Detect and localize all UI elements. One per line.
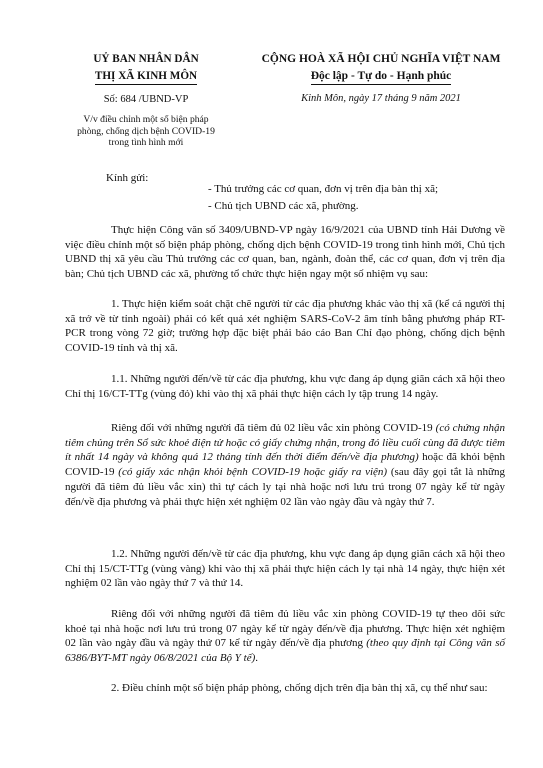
subject-line: trong tình hình mới xyxy=(108,137,184,148)
subject-line: V/v điều chỉnh một số biện pháp xyxy=(83,114,209,125)
nation-name: CỘNG HOÀ XÃ HỘI CHỦ NGHĨA VIỆT NAM xyxy=(261,53,501,65)
paragraph-item-1: 1. Thực hiện kiểm soát chặt chẽ người từ các địa phương khác vào thị xã (kể cả người thị xã trở về từ tỉnh ngoài) phải có kết quả xét nghiệm SARS-CoV-2 âm tính bằng phương pháp RT-PCR trong vòng 72 giờ; trường hợp đặc biệt phải báo cáo Ban Chỉ đạo phòng, chống dịch bệnh COVID-19 tỉnh và thị xã. xyxy=(65,298,505,355)
national-motto: Độc lập - Tự do - Hạnh phúc xyxy=(311,69,452,85)
paragraph-intro: Thực hiện Công văn số 3409/UBND-VP ngày 16/9/2021 của UBND tỉnh Hải Dương về việc điều chỉnh một số biện pháp phòng, chống dịch bệnh COVID-19 trong tình hình mới, Chủ tịch UBND thị xã yêu cầu Thủ trưởng các cơ quan, ban, ngành, đoàn thể, các cơ quan, đơn vị trên địa bàn; Chủ tịch UBND các xã, phường tổ chức thực hiện ngay một số nhiệm vụ sau: xyxy=(65,224,505,281)
text-run: Riêng đối với những người đã tiêm đủ liều vắc xin phòng COVID-19 tự theo dõi sức khoẻ tại nhà hoặc nơi lưu trú trong 07 ngày kể từ ngày đến/về địa phương. Thực hiện xét nghiệm 02 lần vào ngày đầu và ngày thứ 07 kể từ ngày đến/về địa phương xyxy=(65,608,505,650)
paragraph-item-1-2: 1.2. Những người đến/về từ các địa phương, khu vực đang áp dụng giãn cách xã hội theo Chỉ thị 15/CT-TTg (vùng vàng) khi vào thị xã phải thực hiện cách ly tại nhà 14 ngày, thực hiện xét nghiệm 02 lần vào ngày thứ 7 và thứ 14. xyxy=(65,548,505,590)
national-title xyxy=(250,52,512,85)
paragraph-item-1-2-exception xyxy=(65,607,505,666)
document-date: Kinh Môn, ngày 17 tháng 9 năm 2021 xyxy=(301,93,461,104)
italic-note: (theo quy định tại Công văn số 6386/BYT-MT ngày 06/8/2021 của Bộ Y tế) xyxy=(65,637,505,665)
text-run: . xyxy=(255,652,259,665)
text-run: hoặc đã khỏi bệnh COVID-19 xyxy=(65,451,505,479)
paragraph-item-2: 2. Điều chỉnh một số biện pháp phòng, chống dịch trên địa bàn thị xã, cụ thể như sau: xyxy=(111,682,488,694)
text-run: (sau đây gọi tắt là những người đã tiêm đủ liều vắc xin) thì tự cách ly tại nhà hoặc nơi lưu trú trong 07 ngày kể từ ngày đến/về địa phương và phải thực hiện xét nghiệm 02 lần vào ngày đầu và ngày thứ 7. xyxy=(65,466,505,508)
paragraph-item-1-1: 1.1. Những người đến/về từ các địa phương, khu vực đang áp dụng giãn cách xã hội theo Chỉ thị 16/CT-TTg (vùng đỏ) khi vào thị xã phải thực hiện cách ly tập trung 14 ngày. xyxy=(65,373,505,400)
text-run: Riêng đối với những người đã tiêm đủ 02 liều vắc xin phòng COVID-19 xyxy=(111,422,436,434)
document-subject xyxy=(55,114,237,149)
greeting: Kính gửi: xyxy=(106,172,149,184)
document-number: Số: 684 /UBND-VP xyxy=(103,94,189,105)
paragraph-item-1-1-exception xyxy=(65,421,505,509)
org-name: UỶ BAN NHÂN DÂN xyxy=(93,53,199,65)
italic-note: (có chứng nhận tiêm chủng trên Sổ sức khoẻ điện tử hoặc có giấy chứng nhận, trong đó liều cuối cùng đã được tiêm ít nhất 14 ngày và không quá 12 tháng tính đến thời điểm đến/về địa phương) xyxy=(65,422,505,464)
org-unit: THỊ XÃ KINH MÔN xyxy=(95,69,197,85)
italic-note: (có giấy xác nhận khỏi bệnh COVID-19 hoặc giấy ra viện) xyxy=(118,466,388,479)
issuing-authority xyxy=(55,52,237,85)
recipient-item: - Chủ tịch UBND các xã, phường. xyxy=(208,200,359,212)
subject-line: phòng, chống dịch bệnh COVID-19 xyxy=(77,125,215,137)
recipient-item: - Thủ trưởng các cơ quan, đơn vị trên địa bàn thị xã; xyxy=(208,183,439,195)
